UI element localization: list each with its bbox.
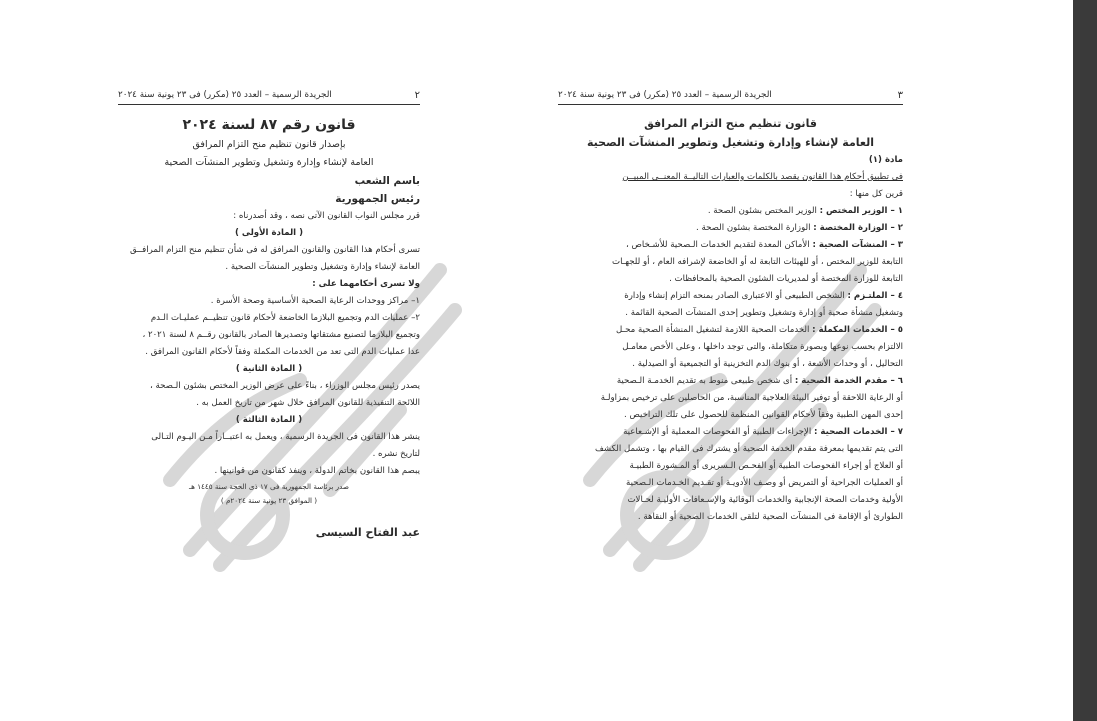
- definition-term: ١ – الوزير المختص :: [819, 206, 903, 216]
- definition-term: ٧ – الخدمات الصحية :: [813, 427, 903, 437]
- definition-text: الشخص الطبيعى أو الاعتبارى الصادر بمنحه التزام إنشاء وإدارة: [624, 291, 848, 301]
- definition-item: [558, 237, 903, 254]
- definition-term: ٦ – مقدم الخدمة الصحية :: [794, 376, 903, 386]
- law-subtitle: بإصدار قانون تنظيم منح التزام المرافق: [192, 139, 346, 150]
- seal-text: يبصم هذا القانون بخاتم الدولة ، وينفذ كقانون من قوانينها .: [214, 466, 420, 476]
- definition-item: [558, 288, 903, 305]
- definition-text: إحدى المهن الطبية وفقاً لأحكام القوانين المنظمة للحصول على تلك التراخيص .: [624, 410, 903, 420]
- definition-item: [558, 220, 903, 237]
- viewer-scrollbar[interactable]: [1073, 0, 1097, 721]
- gazette-page-2: [118, 88, 420, 541]
- definition-text: التى يتم تقديمها بمعرفة مقدم الخدمة الصحية أو يشترك فى القيام بها ، وتشمل الكشف: [594, 444, 903, 454]
- article-text: يصدر رئيس مجلس الوزراء ، بناءً على عرض الوزير المختص بشئون الـصحة ،: [150, 381, 420, 391]
- definition-text: أى شخص طبيعى منوط به تقديم الخدمـة الـصحية: [616, 376, 795, 386]
- exception-item: ١– مراكز ووحدات الرعاية الصحية الأساسية وصحة الأسرة .: [210, 296, 420, 306]
- definition-item: [558, 322, 903, 339]
- law-subtitle: العامة لإنشاء وإدارة وتشغيل وتطوير المنشآت الصحية: [164, 157, 374, 168]
- definition-item: [558, 373, 903, 390]
- preamble-president: رئيس الجمهورية: [335, 193, 420, 205]
- article-heading: ( المادة الأولى ): [234, 228, 304, 238]
- issued-date-corresponding: ( الموافق ٢٣ يونية سنة ٢٠٢٤م ): [220, 496, 318, 505]
- definition-text: التابعة للوزارة المختصة أو لمديريات الشئون الصحية بالمحافظات .: [669, 274, 903, 284]
- definition-text: الالتزام بحسب نوعها وبصورة متكاملة، والتى توجد داخلها ، وعلى الأخص معامـل: [622, 342, 903, 352]
- article-heading: ( المادة الثانية ): [235, 364, 303, 374]
- intro-text: قرر مجلس النواب القانون الآتى نصه ، وقد أصدرناه :: [233, 211, 420, 221]
- definition-term: ٤ – الملتـزم :: [847, 291, 903, 301]
- definition-text: الوزارة المختصة بشئون الصحة .: [696, 223, 814, 233]
- definition-text: التابعة للوزير المختص ، أو للهيئات التابعة له أو الخاضعة لإشرافه العام ، أو للجهـات: [612, 257, 903, 267]
- article-heading: ( المادة الثالثة ): [235, 415, 303, 425]
- definition-text: أو العلاج أو إجراء الفحوصات الطبية أو الفحـص الـسريرى أو المـشورة الطبيـة: [629, 461, 903, 471]
- exception-item: ٢– عمليات الدم وتجميع البلازما الخاضعة لأحكام قانون تنظيــم عمليـات الـدم: [150, 313, 420, 323]
- definition-text: الإجراءات الطبية أو الفحوصات المعملية أو الإشـعاعية: [623, 427, 814, 437]
- journal-header: الجريدة الرسمية – العدد ٢٥ (مكرر) فى ٢٣ يونية سنة ٢٠٢٤: [558, 90, 772, 100]
- definition-text: الطوارئ أو الإقامة فى المنشآت الصحية لتلقى الخدمات الصحية أو النقاهة .: [637, 512, 903, 522]
- definition-item: [558, 203, 903, 220]
- journal-header: الجريدة الرسمية – العدد ٢٥ (مكرر) فى ٢٣ يونية سنة ٢٠٢٤: [118, 90, 332, 100]
- article-heading: مادة (١): [868, 155, 903, 165]
- article-text: تسرى أحكام هذا القانون والقانون المرافق له فى شأن تنظيم منح التزام المرافــق: [129, 245, 420, 255]
- article-intro: قرين كل منها :: [849, 189, 903, 199]
- definition-text: التحاليل ، أو وحدات الأشعة ، أو بنوك الدم التخزينية أو التجميعية أو الصيدلية .: [632, 359, 903, 369]
- exception-item: عدا عمليات الدم التى تعد من الخدمات المكملة وفقاً لأحكام القانون المرافق .: [145, 347, 420, 357]
- page-header: [558, 88, 903, 105]
- definition-text: وتشغيل منشأة صحية أو إدارة وتشغيل وتطوير إحدى المنشآت الصحية القائمة .: [625, 308, 903, 318]
- definition-term: ٣ – المنشآت الصحية :: [812, 240, 903, 250]
- exception-heading: ولا تسرى أحكامهما على :: [312, 279, 420, 289]
- preamble-people: باسم الشعب: [354, 175, 420, 187]
- president-signature: عبد الفتاح السيسى: [315, 526, 420, 539]
- page-header: [118, 88, 420, 105]
- definition-text: الأولية وخدمات الصحة الإنجابية والخدمات الوقائية والإسـعافات الأوليـة لحـالات: [627, 495, 903, 505]
- article-intro: فى تطبيق أحكام هذا القانون يقصد بالكلمات والعبارات التاليــة المعنــى المبيــن: [622, 172, 903, 182]
- article-text: ينشر هذا القانون فى الجريدة الرسمية ، ويعمل به اعتبــاراً مـن اليـوم التـالى: [151, 432, 420, 442]
- definition-text: أو الرعاية اللاحقة أو توفير البيئة العلاجية المناسبة، من الحاصلين على ترخيص بمزاولـة: [600, 393, 903, 403]
- issued-date: صدر برئاسة الجمهورية فى ١٧ ذى الحجة سنة ١٤٤٥ هـ: [189, 482, 349, 491]
- exception-item: وتجميع البلازما لتصنيع مشتقاتها وتصديرها الصادر بالقانون رقــم ٨ لسنة ٢٠٢١ ،: [142, 330, 420, 340]
- gazette-page-3: [558, 88, 903, 526]
- definition-item: [558, 424, 903, 441]
- law-title: قانون تنظيم منح التزام المرافق: [644, 117, 817, 130]
- definition-text: الأماكن المعدة لتقديم الخدمات الـصحية للأشـخاص ،: [625, 240, 813, 250]
- article-text: اللائحة التنفيذية للقانون المرافق خلال شهر من تاريخ العمل به .: [196, 398, 420, 408]
- definition-text: الوزير المختص بشئون الصحة .: [707, 206, 820, 216]
- law-title: العامة لإنشاء وإدارة وتشغيل وتطوير المنشآت الصحية: [586, 136, 875, 149]
- page-number: ٣: [897, 90, 903, 101]
- definition-term: ٥ – الخدمات المكملة :: [812, 325, 903, 335]
- article-text: العامة لإنشاء وإدارة وتشغيل وتطوير المنشآت الصحية .: [225, 262, 420, 272]
- definition-text: الخدمات الصحية اللازمة لتشغيل المنشأة الصحية محـل: [616, 325, 813, 335]
- definition-term: ٢ – الوزارة المختصة :: [813, 223, 903, 233]
- law-title: قانون رقم ٨٧ لسنة ٢٠٢٤: [182, 117, 356, 133]
- page-number: ٢: [414, 90, 420, 101]
- article-text: لتاريخ نشره .: [372, 449, 420, 459]
- definition-text: أو العمليات الجراحية أو التمريض أو وصـف الأدويـة أو تقـديم الخـدمات الـصحية: [625, 478, 903, 488]
